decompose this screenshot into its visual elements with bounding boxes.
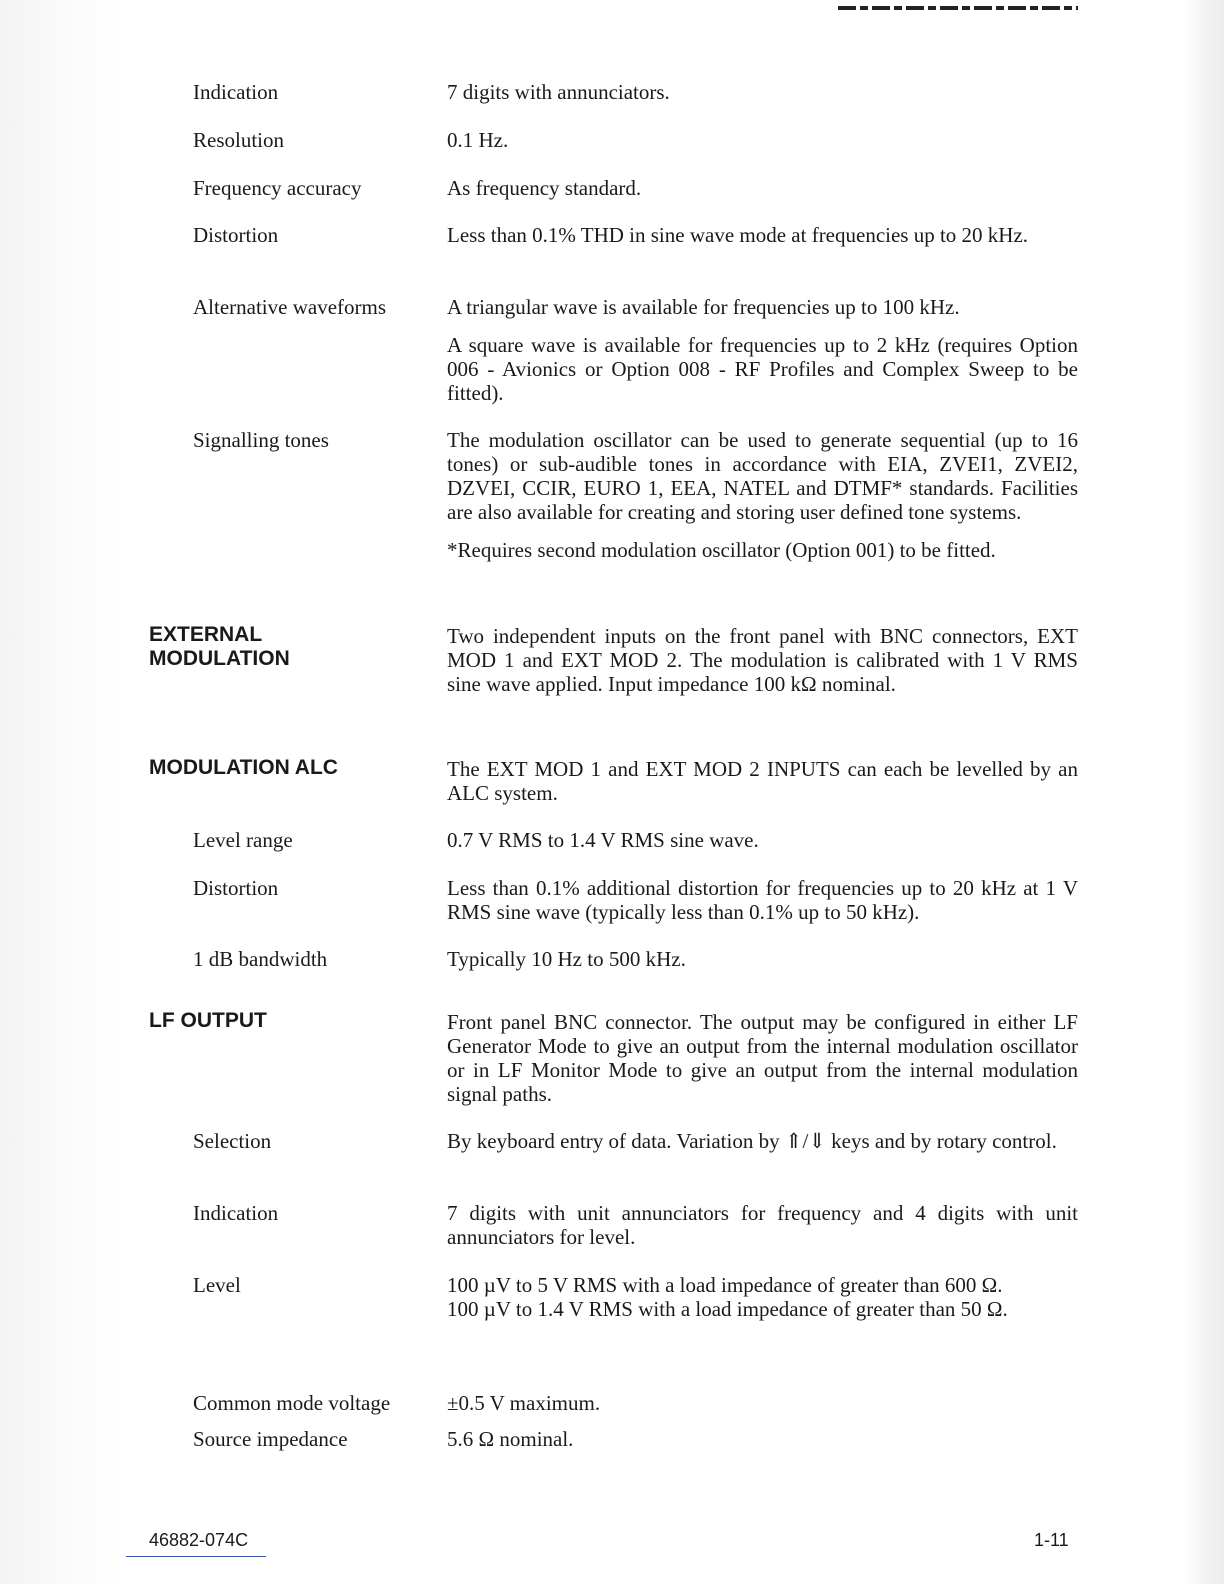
section-text: The EXT MOD 1 and EXT MOD 2 INPUTS can each be levelled by an ALC system. xyxy=(447,757,1078,805)
spec-value: 0.7 V RMS to 1.4 V RMS sine wave. xyxy=(447,828,759,852)
spec-label: Common mode voltage xyxy=(193,1391,391,1415)
document-number: 46882-074C xyxy=(149,1530,249,1550)
spec-label: Indication xyxy=(193,80,279,104)
page-number: 1-11 xyxy=(1034,1530,1069,1550)
spec-value: 7 digits with unit annunciators for frequency and 4 digits with unit annunciators for level. xyxy=(447,1201,1078,1249)
spec-label: Selection xyxy=(193,1129,272,1153)
spec-label: Frequency accuracy xyxy=(193,176,362,200)
spec-value: By keyboard entry of data. Variation by ⇑/⇓ keys and by rotary control. xyxy=(447,1129,1057,1153)
spec-label: 1 dB bandwidth xyxy=(193,947,328,971)
spec-value: As frequency standard. xyxy=(447,176,642,200)
spec-value: Typically 10 Hz to 500 kHz. xyxy=(447,947,686,971)
spec-label: Source impedance xyxy=(193,1427,348,1451)
scan-margin-shade xyxy=(0,0,120,1584)
spec-value: Less than 0.1% additional distortion for frequencies up to 20 kHz at 1 V RMS sine wave (typically less than 0.1% up to 50 kHz). xyxy=(447,876,1078,924)
spec-label: Indication xyxy=(193,1201,279,1225)
spec-label: Distortion xyxy=(193,876,279,900)
spec-value: ±0.5 V maximum. xyxy=(447,1391,601,1415)
section-heading: MODULATION ALC xyxy=(149,756,338,779)
spec-label: Alternative waveforms xyxy=(193,295,387,319)
scan-edge-shade xyxy=(1182,0,1224,1584)
running-header-bar xyxy=(838,6,1078,10)
spec-label: Distortion xyxy=(193,223,279,247)
section-heading: EXTERNAL MODULATION xyxy=(149,623,290,670)
spec-label: Level xyxy=(193,1273,241,1297)
spec-label: Resolution xyxy=(193,128,285,152)
spec-value: 7 digits with annunciators. xyxy=(447,80,670,104)
spec-value: A triangular wave is available for frequencies up to 100 kHz. A square wave is available for frequencies up to 2 kHz (requires Option 006 - Avionics or Option 008 - RF Profiles and Complex Sweep to be fitted). xyxy=(447,295,1078,405)
spec-value: 0.1 Hz. xyxy=(447,128,509,152)
spec-value: The modulation oscillator can be used to generate sequential (up to 16 tones) or sub-audible tones in accordance with EIA, ZVEI1, ZVEI2, DZVEI, CCIR, EURO 1, EEA, NATEL and DTMF* standards. Facilities are also available for creating and storing user defined tone systems. *Requires second modulation oscillator (Option 001) to be fitted. xyxy=(447,428,1078,562)
footer-rule xyxy=(126,1556,266,1557)
spec-value: Less than 0.1% THD in sine wave mode at frequencies up to 20 kHz. xyxy=(447,223,1029,247)
section-heading: LF OUTPUT xyxy=(149,1009,267,1032)
spec-label: Signalling tones xyxy=(193,428,329,452)
spec-label: Level range xyxy=(193,828,293,852)
section-text: Two independent inputs on the front panel with BNC connectors, EXT MOD 1 and EXT MOD 2. The modulation is calibrated with 1 V RMS sine wave applied. Input impedance 100 kΩ nominal. xyxy=(447,624,1078,696)
spec-value: 5.6 Ω nominal. xyxy=(447,1427,574,1451)
section-text: Front panel BNC connector. The output may be configured in either LF Generator Mode to give an output from the internal modulation oscillator or in LF Monitor Mode to give an output from the internal modulation signal paths. xyxy=(447,1010,1078,1106)
spec-value: 100 µV to 5 V RMS with a load impedance of greater than 600 Ω. 100 µV to 1.4 V RMS with a load impedance of greater than 50 Ω. xyxy=(447,1273,1008,1321)
